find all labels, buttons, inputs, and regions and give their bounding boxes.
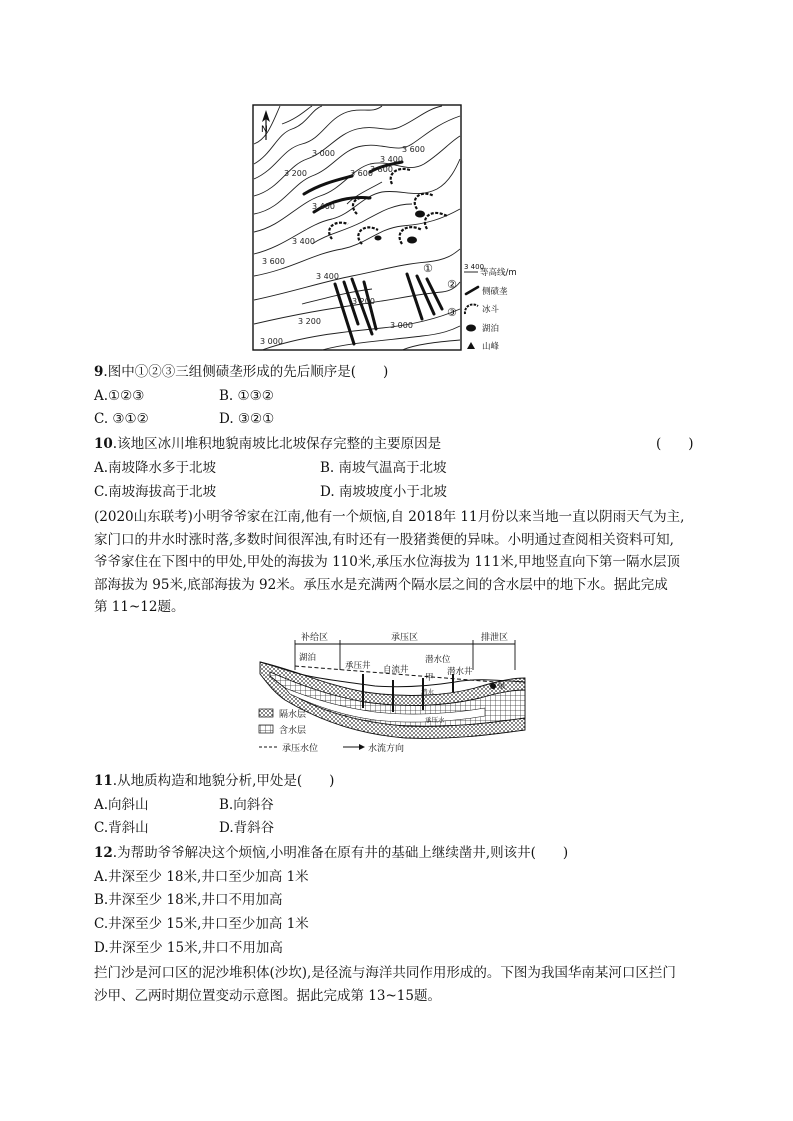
option-a[interactable]: A.南坡降水多于北坡 [94,460,217,476]
svg-text:等高线/m: 等高线/m [480,268,517,278]
answer-paren: ( ) [656,436,694,452]
svg-text:侧碛垄: 侧碛垄 [482,287,508,297]
svg-text:冰斗: 冰斗 [482,305,500,315]
svg-text:自流井: 自流井 [383,665,409,675]
question-9-stem: 9.图中①②③三组侧碛垄形成的先后顺序是( ) [94,364,389,380]
svg-text:潜水位: 潜水位 [425,655,451,665]
option-c[interactable]: C. ③①② [94,411,149,427]
question-12-stem: 12.为帮助爷爷解决这个烦恼,小明准备在原有井的基础上继续凿井,则该井( ) [94,845,569,861]
question-number: 9 [94,364,104,380]
option-d[interactable]: D.井深至少 15米,井口不用加高 [94,940,283,956]
svg-text:3 000: 3 000 [312,149,335,158]
option-b[interactable]: B. ①③② [219,388,274,404]
question-11-stem: 11.从地质构造和地貌分析,甲处是( ) [94,773,335,789]
reading-passage-1: (2020山东联考)小明爷爷家在江南,他有一个烦恼,自 2018年 11月份以来当地一直以阴雨天气为主, 家门口的井水时涨时落,多数时间很浑浊,有时还有一股猪粪便的异味。小明通过查阅相关资料可知, 爷爷家住在下图中的甲处,甲处的海拔为 110米,承压水位海拔为 111米,甲地竖直向下第一隔水层顶 部海拔为 95米,底部海拔为 92米。承压水是充满两个隔水层之间的含水层中的地下水。据此完成 第 11~12题。 [94,509,685,615]
svg-text:含水层: 含水层 [279,726,307,736]
svg-text:山峰: 山峰 [482,342,500,352]
svg-text:3 400: 3 400 [292,237,315,246]
svg-text:承压区: 承压区 [391,633,419,643]
svg-text:3 000: 3 000 [390,321,413,330]
svg-text:湖泊: 湖泊 [299,653,317,663]
svg-text:泉: 泉 [497,681,506,691]
option-b[interactable]: B.向斜谷 [219,797,274,813]
option-d[interactable]: D. ③②① [219,411,275,427]
svg-text:承压井: 承压井 [345,661,371,671]
svg-text:甲: 甲 [425,673,434,683]
svg-text:承压水位: 承压水位 [282,744,319,754]
svg-text:②: ② [447,278,457,291]
question-number: 10 [94,436,113,452]
option-b[interactable]: B. 南坡气温高于北坡 [320,460,447,476]
option-a[interactable]: A.向斜山 [94,797,149,813]
question-number: 11 [94,773,113,789]
svg-text:隔水层: 隔水层 [279,710,307,720]
svg-text:3 400: 3 400 [464,263,485,271]
option-c[interactable]: C.背斜山 [94,820,149,836]
svg-text:③: ③ [447,306,457,319]
question-10-stem: 10.该地区冰川堆积地貌南坡比北坡保存完整的主要原因是 [94,436,442,452]
reading-passage-2: 拦门沙是河口区的泥沙堆积体(沙坎),是径流与海洋共同作用形成的。下图为我国华南某河口区拦门 沙甲、乙两时期位置变动示意图。据此完成第 13~15题。 [94,965,676,1004]
option-d[interactable]: D. 南坡坡度小于北坡 [320,484,447,500]
option-a[interactable]: A.①②③ [94,388,145,404]
svg-text:3 400: 3 400 [316,272,339,281]
question-number: 12 [94,845,113,861]
svg-text:3 600: 3 600 [262,257,285,266]
svg-text:水流方向: 水流方向 [368,744,405,754]
aquifer-diagram-figure [255,630,545,760]
contour-map-figure [252,104,547,352]
option-c[interactable]: C.井深至少 15米,井口至少加高 1米 [94,916,309,932]
svg-text:①: ① [423,262,433,275]
svg-text:3 200: 3 200 [284,169,307,178]
svg-text:3 800: 3 800 [370,165,393,174]
option-c[interactable]: C.南坡海拔高于北坡 [94,484,217,500]
north-label: N [261,125,268,135]
svg-text:承压水: 承压水 [425,716,445,724]
svg-text:3 200: 3 200 [352,297,375,306]
svg-text:3 000: 3 000 [260,337,283,346]
option-d[interactable]: D.背斜谷 [219,820,275,836]
option-b[interactable]: B.井深至少 18米,井口不用加高 [94,892,283,908]
svg-text:3 600: 3 600 [402,145,425,154]
svg-text:潜水: 潜水 [421,688,434,696]
svg-text:3 400: 3 400 [312,202,335,211]
svg-text:湖泊: 湖泊 [482,324,500,334]
svg-text:补给区: 补给区 [301,633,329,643]
svg-text:3 200: 3 200 [298,317,321,326]
option-a[interactable]: A.井深至少 18米,井口至少加高 1米 [94,869,309,885]
svg-text:排泄区: 排泄区 [481,633,509,643]
svg-text:潜水井: 潜水井 [447,667,473,677]
svg-text:3 600: 3 600 [350,169,373,178]
svg-text:3 400: 3 400 [380,155,403,164]
